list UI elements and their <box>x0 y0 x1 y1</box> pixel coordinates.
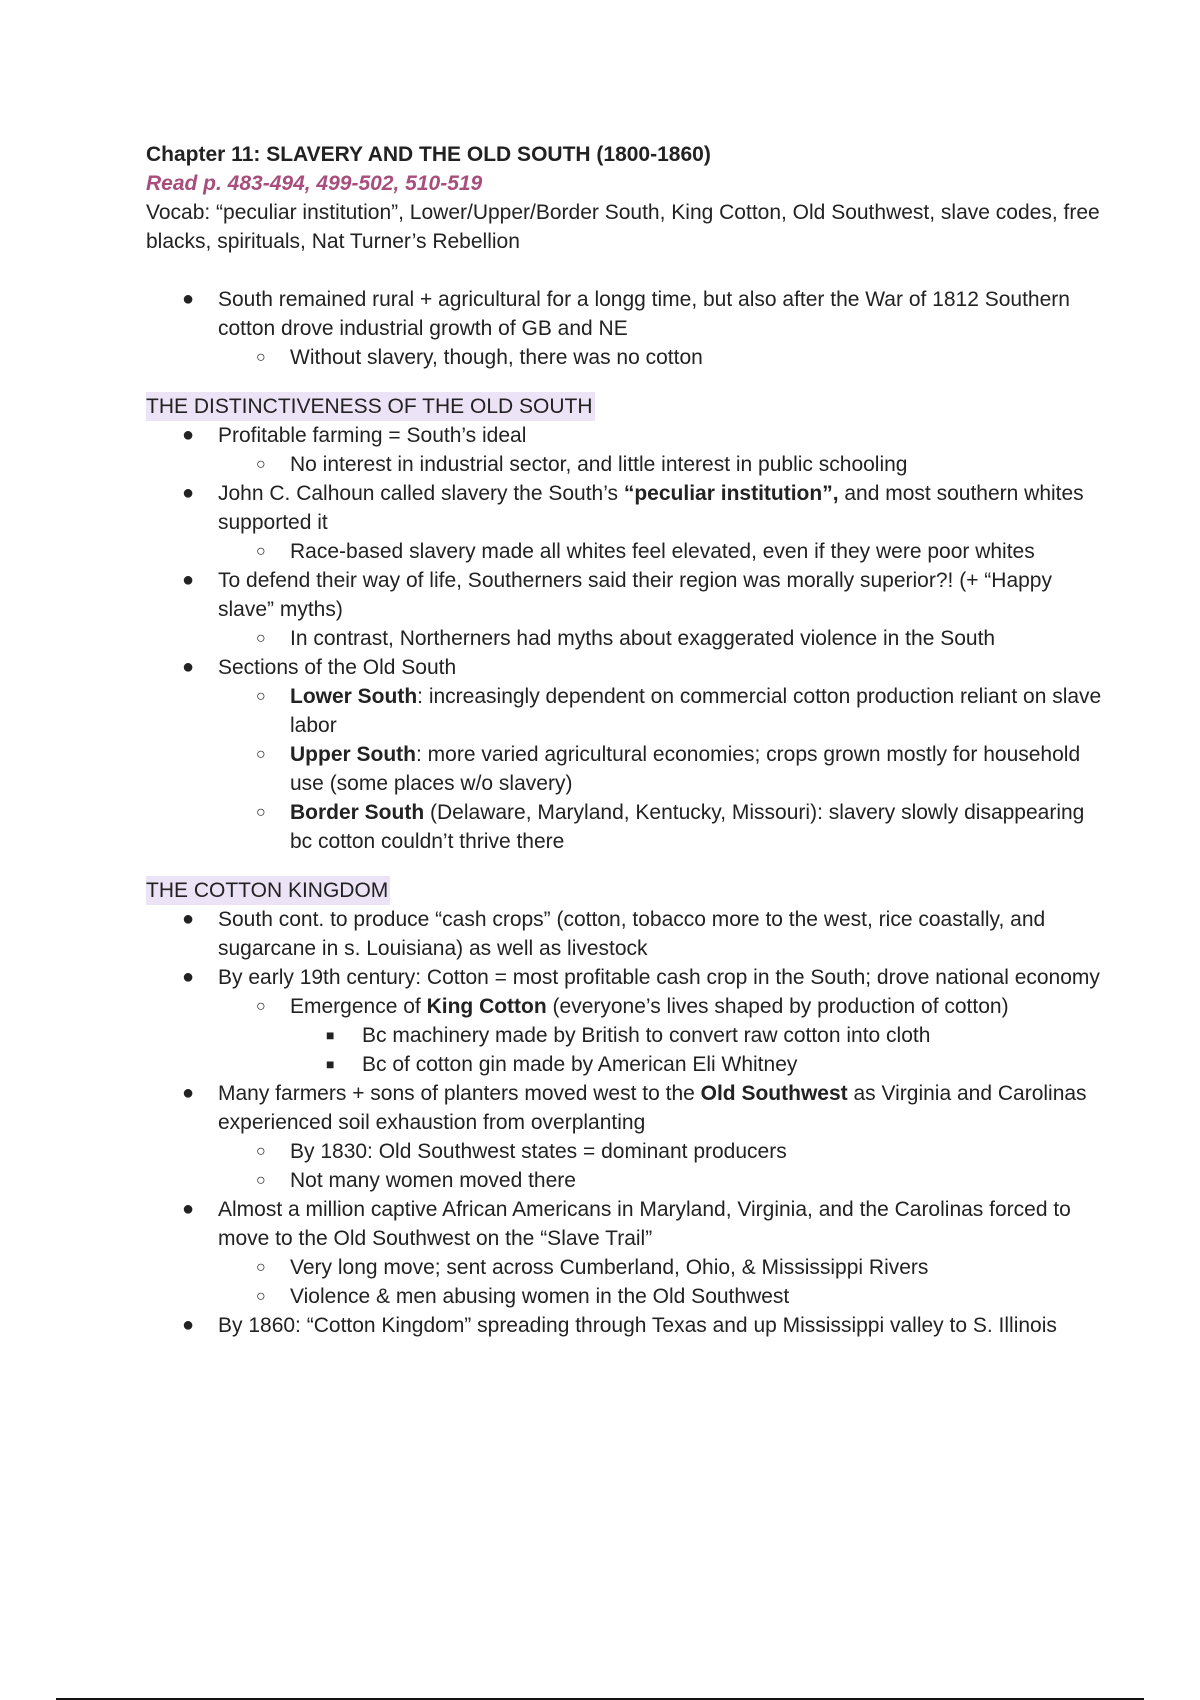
bullet-icon: ● <box>182 1314 195 1336</box>
list-item: ○ Violence & men abusing women in the Old Southwest <box>146 1282 1106 1311</box>
list-item: ○ Race-based slavery made all whites feel elevated, even if they were poor whites <box>146 537 1106 566</box>
list-item: ○ By 1830: Old Southwest states = dominant producers <box>146 1137 1106 1166</box>
intro-list <box>146 285 1106 372</box>
list-item: ● Almost a million captive African Americans in Maryland, Virginia, and the Carolinas forced to move to the Old Southwest on the “Slave Trail” <box>146 1195 1106 1253</box>
bullet-icon: ● <box>182 288 195 310</box>
document-page <box>146 140 1106 1340</box>
vocab-line: Vocab: “peculiar institution”, Lower/Upper/Border South, King Cotton, Old Southwest, slave codes, free blacks, spirituals, Nat Turner’s Rebellion <box>146 201 1100 253</box>
square-bullet-icon: ■ <box>326 1056 335 1072</box>
list-item: ● Profitable farming = South’s ideal <box>146 421 1106 450</box>
list-item: ○ Upper South: more varied agricultural economies; crops grown mostly for household use (some places w/o slavery) <box>146 740 1106 798</box>
bullet-icon: ● <box>182 569 195 591</box>
cotton-kingdom-list <box>146 905 1106 1340</box>
list-item: ● By 1860: “Cotton Kingdom” spreading through Texas and up Mississippi valley to S. Illinois <box>146 1311 1106 1340</box>
bullet-icon: ● <box>182 1198 195 1220</box>
bullet-icon: ● <box>182 424 195 446</box>
circle-bullet-icon: ○ <box>256 1259 266 1276</box>
circle-bullet-icon: ○ <box>256 998 266 1015</box>
list-item: ■ Bc of cotton gin made by American Eli Whitney <box>146 1050 1106 1079</box>
list-item: ● To defend their way of life, Southerners said their region was morally superior?! (+ “Happy slave” myths) <box>146 566 1106 624</box>
section-heading-cotton-kingdom: THE COTTON KINGDOM <box>146 876 390 905</box>
bullet-icon: ● <box>182 908 195 930</box>
list-item: ○ Not many women moved there <box>146 1166 1106 1195</box>
list-item: ○ Lower South: increasingly dependent on commercial cotton production reliant on slave labor <box>146 682 1106 740</box>
section-heading-distinctiveness: THE DISTINCTIVENESS OF THE OLD SOUTH <box>146 392 595 421</box>
circle-bullet-icon: ○ <box>256 349 266 366</box>
circle-bullet-icon: ○ <box>256 543 266 560</box>
circle-bullet-icon: ○ <box>256 1172 266 1189</box>
circle-bullet-icon: ○ <box>256 630 266 647</box>
circle-bullet-icon: ○ <box>256 456 266 473</box>
list-item: ○ In contrast, Northerners had myths about exaggerated violence in the South <box>146 624 1106 653</box>
distinctiveness-list <box>146 421 1106 856</box>
list-item: ○ Very long move; sent across Cumberland, Ohio, & Mississippi Rivers <box>146 1253 1106 1282</box>
circle-bullet-icon: ○ <box>256 688 266 705</box>
bullet-icon: ● <box>182 1082 195 1104</box>
list-item: ○ No interest in industrial sector, and little interest in public schooling <box>146 450 1106 479</box>
circle-bullet-icon: ○ <box>256 1288 266 1305</box>
list-item: ● Many farmers + sons of planters moved west to the Old Southwest as Virginia and Carolinas experienced soil exhaustion from overplanting <box>146 1079 1106 1137</box>
list-item: ● John C. Calhoun called slavery the South’s “peculiar institution”, and most southern whites supported it <box>146 479 1106 537</box>
bullet-icon: ● <box>182 656 195 678</box>
reading-assignment: Read p. 483-494, 499-502, 510-519 <box>146 172 483 195</box>
list-item: ● South remained rural + agricultural for a longg time, but also after the War of 1812 Southern cotton drove industrial growth of GB and NE <box>146 285 1106 343</box>
circle-bullet-icon: ○ <box>256 804 266 821</box>
chapter-title: Chapter 11: SLAVERY AND THE OLD SOUTH (1800-1860) <box>146 143 711 166</box>
list-item: ● South cont. to produce “cash crops” (cotton, tobacco more to the west, rice coastally, and sugarcane in s. Louisiana) as well as livestock <box>146 905 1106 963</box>
list-item: ○ Without slavery, though, there was no cotton <box>146 343 1106 372</box>
square-bullet-icon: ■ <box>326 1027 335 1043</box>
list-item: ● By early 19th century: Cotton = most profitable cash crop in the South; drove national economy <box>146 963 1106 992</box>
bullet-icon: ● <box>182 482 195 504</box>
list-item: ● Sections of the Old South <box>146 653 1106 682</box>
circle-bullet-icon: ○ <box>256 746 266 763</box>
list-item: ○ Emergence of King Cotton (everyone’s lives shaped by production of cotton) <box>146 992 1106 1021</box>
bullet-icon: ● <box>182 966 195 988</box>
circle-bullet-icon: ○ <box>256 1143 266 1160</box>
list-item: ■ Bc machinery made by British to convert raw cotton into cloth <box>146 1021 1106 1050</box>
list-item: ○ Border South (Delaware, Maryland, Kentucky, Missouri): slavery slowly disappearing bc cotton couldn’t thrive there <box>146 798 1106 856</box>
